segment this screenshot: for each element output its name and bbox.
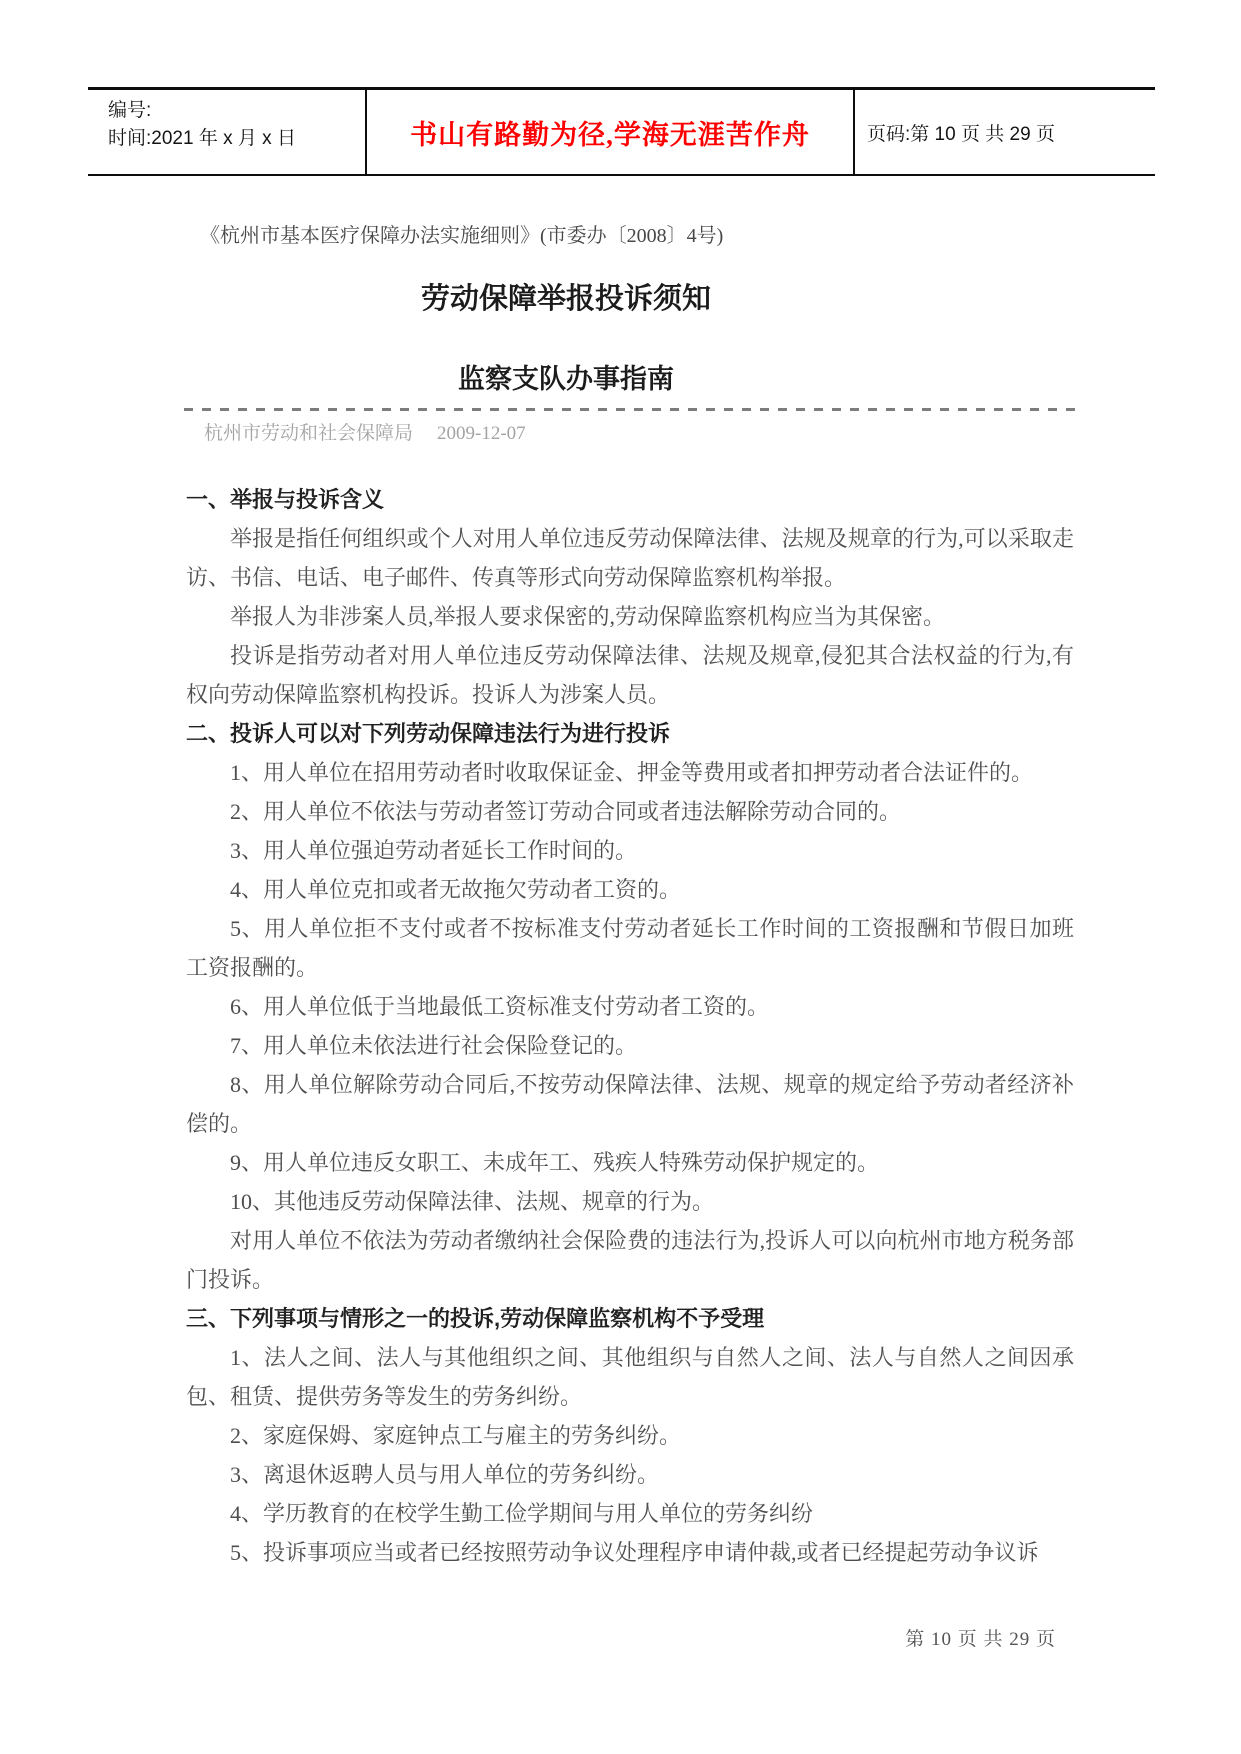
body-paragraph: 对用人单位不依法为劳动者缴纳社会保险费的违法行为,投诉人可以向杭州市地方税务部门投诉。 [186, 1228, 1074, 1292]
body-paragraph: 举报是指任何组织或个人对用人单位违反劳动保障法律、法规及规章的行为,可以采取走访、书信、电话、电子邮件、传真等形式向劳动保障监察机构举报。 [186, 526, 1074, 590]
section-heading: 三、下列事项与情形之一的投诉,劳动保障监察机构不予受理 [186, 1306, 765, 1331]
body-text [186, 480, 1074, 1572]
body-paragraph: 4、用人单位克扣或者无故拖欠劳动者工资的。 [230, 877, 682, 902]
body-paragraph: 投诉是指劳动者对用人单位违反劳动保障法律、法规及规章,侵犯其合法权益的行为,有权向劳动保障监察机构投诉。投诉人为涉案人员。 [186, 643, 1074, 707]
body-paragraph: 9、用人单位违反女职工、未成年工、残疾人特殊劳动保护规定的。 [230, 1150, 880, 1175]
source-line [204, 418, 526, 445]
body-paragraph: 4、学历教育的在校学生勤工俭学期间与用人单位的劳务纠纷 [230, 1501, 814, 1526]
document-title: 劳动保障举报投诉须知 [420, 283, 711, 315]
header-page-info: 页码:第 10 页 共 29 页 [867, 123, 1055, 145]
document-subtitle: 监察支队办事指南 [458, 364, 674, 394]
dashed-divider [184, 408, 1075, 411]
motto-banner: 书山有路勤为径,学海无涯苦作舟 [410, 119, 810, 150]
body-paragraph: 8、用人单位解除劳动合同后,不按劳动保障法律、法规、规章的规定给予劳动者经济补偿的。 [186, 1072, 1074, 1136]
footer-page-number: 第 10 页 共 29 页 [905, 1629, 1056, 1650]
body-paragraph: 7、用人单位未依法进行社会保险登记的。 [230, 1033, 638, 1058]
body-paragraph: 2、用人单位不依法与劳动者签订劳动合同或者违法解除劳动合同的。 [230, 799, 902, 824]
header-motto-cell [367, 90, 855, 174]
body-paragraph: 5、投诉事项应当或者已经按照劳动争议处理程序申请仲裁,或者已经提起劳动争议诉 [230, 1540, 1039, 1565]
section-heading: 二、投诉人可以对下列劳动保障违法行为进行投诉 [186, 721, 671, 746]
body-paragraph: 6、用人单位低于当地最低工资标准支付劳动者工资的。 [230, 994, 770, 1019]
section-heading: 一、举报与投诉含义 [186, 487, 385, 512]
body-paragraph: 2、家庭保姆、家庭钟点工与雇主的劳务纠纷。 [230, 1423, 682, 1448]
header-date-label: 时间:2021 年 x 月 x 日 [108, 128, 296, 149]
header-left-cell [88, 90, 367, 174]
source-agency: 杭州市劳动和社会保障局 [204, 423, 414, 444]
body-paragraph: 5、用人单位拒不支付或者不按标准支付劳动者延长工作时间的工资报酬和节假日加班工资报酬的。 [186, 916, 1074, 980]
header-number-label: 编号: [108, 100, 152, 121]
body-paragraph: 3、用人单位强迫劳动者延长工作时间的。 [230, 838, 638, 863]
reference-line: 《杭州市基本医疗保障办法实施细则》(市委办〔2008〕4号) [200, 225, 724, 247]
header-table [88, 87, 1155, 176]
body-paragraph: 1、法人之间、法人与其他组织之间、其他组织与自然人之间、法人与自然人之间因承包、租赁、提供劳务等发生的劳务纠纷。 [186, 1345, 1074, 1409]
body-paragraph: 1、用人单位在招用劳动者时收取保证金、押金等费用或者扣押劳动者合法证件的。 [230, 760, 1034, 785]
body-paragraph: 10、其他违反劳动保障法律、法规、规章的行为。 [230, 1189, 715, 1214]
source-date: 2009-12-07 [437, 423, 526, 444]
body-paragraph: 3、离退休返聘人员与用人单位的劳务纠纷。 [230, 1462, 660, 1487]
header-page-cell [855, 90, 1155, 174]
body-paragraph: 举报人为非涉案人员,举报人要求保密的,劳动保障监察机构应当为其保密。 [230, 604, 946, 629]
